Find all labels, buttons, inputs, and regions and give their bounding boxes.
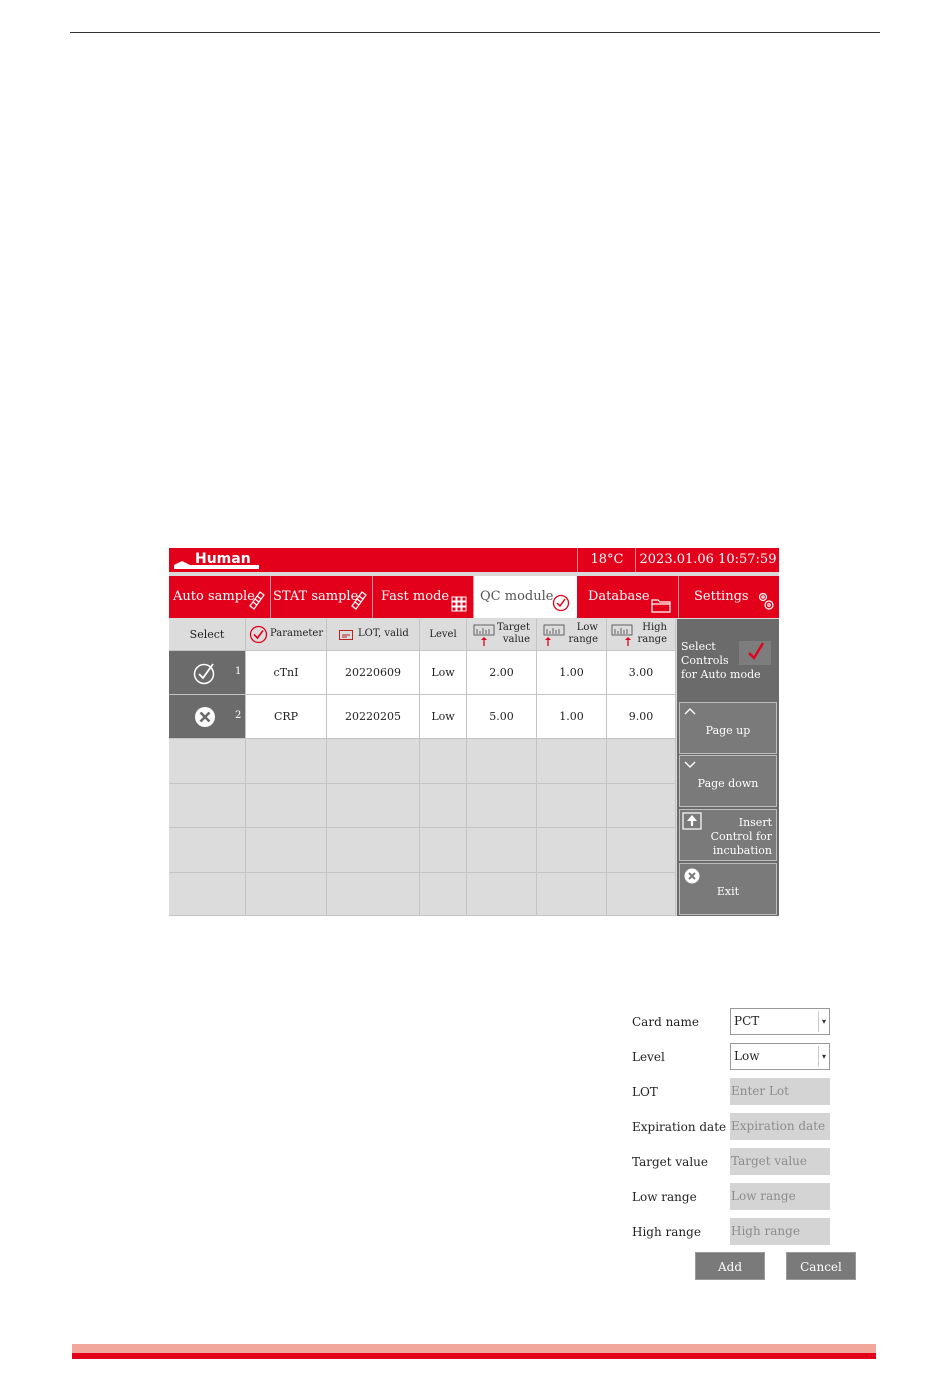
row-2-level: Low xyxy=(420,695,467,739)
header-target-label xyxy=(497,622,530,646)
empty-cell xyxy=(607,784,676,828)
header-high-label xyxy=(637,622,667,646)
title-bar xyxy=(169,548,779,572)
target-value-input[interactable]: Target value xyxy=(730,1148,830,1175)
upload-icon xyxy=(682,812,702,833)
row-1-target: 2.00 xyxy=(467,651,537,695)
level-label: Level xyxy=(632,1050,665,1064)
insert-control-incubation-button[interactable] xyxy=(679,809,777,861)
exit-label: Exit xyxy=(716,885,740,898)
chart-up-icon xyxy=(543,623,565,650)
action-sidebar xyxy=(677,619,779,916)
chevron-down-icon xyxy=(684,760,696,773)
empty-cell xyxy=(420,873,467,916)
row-2-index: 2 xyxy=(235,710,242,721)
row-1-lot: 20220609 xyxy=(327,651,420,695)
header-low-label xyxy=(568,622,598,646)
low-range-input[interactable]: Low range xyxy=(730,1183,830,1210)
cancel-button[interactable]: Cancel xyxy=(786,1252,856,1280)
temperature-readout: 18°C xyxy=(577,548,636,572)
header-target-line1: Target xyxy=(497,622,530,633)
high-range-label: High range xyxy=(632,1225,701,1239)
empty-cell xyxy=(169,828,246,873)
row-1-parameter: cTnI xyxy=(246,651,327,695)
empty-cell xyxy=(169,739,246,784)
row-2-low: 1.00 xyxy=(537,695,607,739)
empty-cell xyxy=(467,739,537,784)
empty-cell xyxy=(420,739,467,784)
empty-cell xyxy=(537,828,607,873)
check-circle-icon xyxy=(249,625,268,647)
empty-cell xyxy=(607,873,676,916)
empty-cell xyxy=(467,784,537,828)
row-2-lot: 20220205 xyxy=(327,695,420,739)
tab-qc-module[interactable] xyxy=(474,576,577,618)
header-level: Level xyxy=(420,619,467,651)
lot-label: LOT xyxy=(632,1085,658,1099)
tab-settings[interactable] xyxy=(679,576,779,618)
tab-settings-label: Settings xyxy=(694,589,749,604)
header-lot-label: LOT, valid xyxy=(358,628,409,639)
row-2-select-toggle[interactable] xyxy=(169,695,246,739)
page-up-label: Page up xyxy=(705,724,751,737)
select-controls-line3: for Auto mode xyxy=(681,668,761,681)
empty-cell xyxy=(246,784,327,828)
empty-cell xyxy=(467,873,537,916)
footer-band-red xyxy=(72,1353,876,1359)
empty-cell xyxy=(169,784,246,828)
page-down-button[interactable] xyxy=(679,755,777,807)
human-logo xyxy=(173,550,259,570)
tab-auto-sample[interactable] xyxy=(169,576,271,618)
empty-cell xyxy=(537,784,607,828)
row-2-parameter: CRP xyxy=(246,695,327,739)
tab-auto-sample-label: Auto sample xyxy=(173,589,255,604)
insert-control-line1: Insert xyxy=(738,816,772,829)
header-lot xyxy=(327,619,420,651)
header-high-range xyxy=(607,619,676,651)
empty-cell xyxy=(327,739,420,784)
empty-cell xyxy=(537,739,607,784)
select-controls-line2: Controls xyxy=(681,654,729,667)
x-circle-icon xyxy=(194,706,216,731)
level-value: Low xyxy=(734,1049,760,1063)
dropdown-arrow-icon: ▾ xyxy=(818,1011,829,1032)
page-down-label: Page down xyxy=(697,777,759,790)
tab-fast-mode-label: Fast mode xyxy=(381,589,450,604)
header-high-line1: High xyxy=(642,622,667,633)
add-button[interactable]: Add xyxy=(695,1252,765,1280)
add-control-dialog xyxy=(600,996,868,1286)
tab-qc-module-label: QC module xyxy=(480,589,554,604)
row-1-low: 1.00 xyxy=(537,651,607,695)
empty-cell xyxy=(246,828,327,873)
chart-up-icon xyxy=(473,623,495,650)
qc-module-screen xyxy=(169,548,779,916)
header-select: Select xyxy=(169,619,246,651)
empty-cell xyxy=(169,873,246,916)
tab-database-label: Database xyxy=(588,589,650,604)
card-name-label: Card name xyxy=(632,1015,699,1029)
logo-text: Human xyxy=(195,551,251,567)
empty-cell xyxy=(537,873,607,916)
row-1-high: 3.00 xyxy=(607,651,676,695)
footer-band-light xyxy=(72,1344,876,1353)
empty-cell xyxy=(327,873,420,916)
header-parameter xyxy=(246,619,327,651)
row-2-target: 5.00 xyxy=(467,695,537,739)
level-select[interactable] xyxy=(730,1043,830,1070)
empty-cell xyxy=(246,873,327,916)
datetime-readout: 2023.01.06 10:57:59 xyxy=(635,548,780,572)
card-name-value: PCT xyxy=(734,1014,760,1028)
insert-control-line2: Control for xyxy=(710,830,772,843)
empty-cell xyxy=(467,828,537,873)
empty-cell xyxy=(246,739,327,784)
header-low-line1: Low xyxy=(576,622,598,633)
dropdown-arrow-icon: ▾ xyxy=(818,1046,829,1067)
tab-stat-sample-label: STAT sample xyxy=(273,589,359,604)
header-target-line2: value xyxy=(502,634,530,645)
empty-cell xyxy=(607,828,676,873)
row-1-index: 1 xyxy=(235,666,242,677)
empty-cell xyxy=(607,739,676,784)
expiration-date-label: Expiration date xyxy=(632,1120,727,1134)
header-parameter-label: Parameter xyxy=(270,628,324,639)
chevron-up-icon xyxy=(684,706,696,719)
empty-cell xyxy=(327,828,420,873)
tab-stat-sample[interactable] xyxy=(271,576,373,618)
tab-database[interactable] xyxy=(577,576,679,618)
main-tab-bar xyxy=(169,576,779,618)
row-1-select-toggle[interactable] xyxy=(169,651,246,695)
header-low-line2: range xyxy=(568,634,598,645)
page-up-button[interactable] xyxy=(679,702,777,754)
insert-control-label xyxy=(711,816,772,858)
empty-cell xyxy=(327,784,420,828)
low-range-label: Low range xyxy=(632,1190,697,1204)
check-icon xyxy=(739,637,771,670)
expiration-date-input[interactable]: Expiration date xyxy=(730,1113,830,1140)
empty-cell xyxy=(420,828,467,873)
card-name-select[interactable] xyxy=(730,1008,830,1035)
header-target-value xyxy=(467,619,537,651)
header-low-range xyxy=(537,619,607,651)
select-controls-auto-mode-button[interactable] xyxy=(677,619,779,701)
qc-control-table xyxy=(169,619,676,916)
tab-fast-mode[interactable] xyxy=(373,576,474,618)
empty-cell xyxy=(420,784,467,828)
checked-circle-icon xyxy=(193,661,219,688)
exit-button[interactable] xyxy=(679,863,777,915)
high-range-input[interactable]: High range xyxy=(730,1218,830,1245)
row-1-level: Low xyxy=(420,651,467,695)
insert-control-line3: incubation xyxy=(712,844,772,857)
header-high-line2: range xyxy=(637,634,667,645)
lot-icon xyxy=(339,630,353,643)
row-2-high: 9.00 xyxy=(607,695,676,739)
target-value-label: Target value xyxy=(632,1155,708,1169)
select-controls-line1: Select xyxy=(681,640,716,653)
chart-up-icon xyxy=(611,623,633,650)
page-top-rule xyxy=(70,32,880,33)
lot-input[interactable]: Enter Lot xyxy=(730,1078,830,1105)
